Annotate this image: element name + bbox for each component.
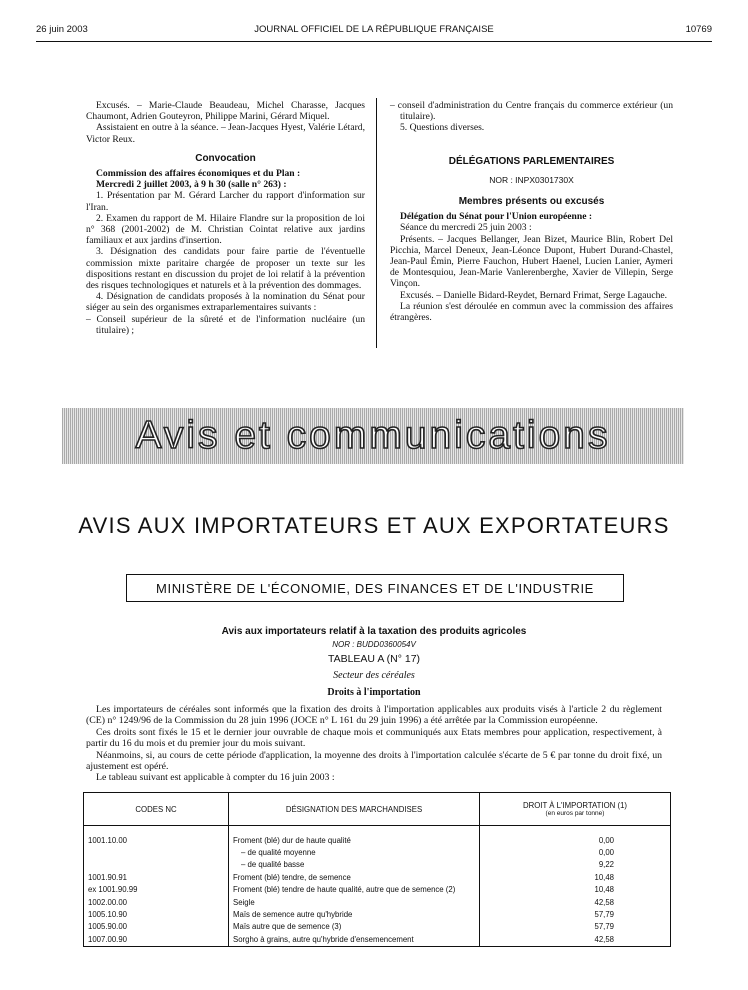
cell-code: [84, 859, 229, 871]
ministry-box: MINISTÈRE DE L'ÉCONOMIE, DES FINANCES ET DE L'INDUSTRIE: [126, 574, 624, 602]
agenda-item-2: 2. Examen du rapport de M. Hilaire Flandre sur la proposition de loi n° 368 (2001-2002) de M. Christian Cointat relative aux jardins familiaux et aux jardins d'insertion.: [86, 212, 365, 247]
avis-paragraph-3: Néanmoins, si, au cours de cette période d'application, la moyenne des droits à l'importation calculée s'écarte de 5 € par tonne du droit fixé, un ajustement est opéré.: [86, 749, 662, 773]
table-row: [84, 908, 671, 920]
tableau-label: TABLEAU A (N° 17): [327, 653, 421, 665]
cell-desc: Froment (blé) tendre, de semence: [229, 871, 480, 883]
avis-body: [86, 704, 662, 784]
cell-desc: Maïs de semence autre qu'hybride: [229, 908, 480, 920]
table-spacer-row: [84, 826, 671, 835]
import-duty-table: [83, 792, 671, 947]
header-designation: DÉSIGNATION DES MARCHANDISES: [229, 793, 480, 826]
cell-value: 42,58: [480, 933, 671, 946]
cell-desc: Sorgho à grains, autre qu'hybride d'ensemencement: [229, 933, 480, 946]
cell-value: 10,48: [480, 884, 671, 896]
membres-title: Membres présents ou excusés: [458, 196, 605, 208]
avis-paragraph-1: Les importateurs de céréales sont informés que la fixation des droits à l'importation applicables aux produits visés à l'article 2 du règlement (CE) n° 1249/96 de la Commission du 28 juin 1996 (JOCE n° L 161 du 29 juin 1996) a été arrêtée par la Commission européenne.: [86, 704, 662, 727]
cell-value: 10,48: [480, 871, 671, 883]
secteur-label: Secteur des céréales: [333, 670, 415, 681]
agenda-item-4a: – Conseil supérieur de la sûreté et de l'information nucléaire (un titulaire) ;: [86, 313, 365, 336]
cell-desc: Froment (blé) dur de haute qualité: [229, 834, 480, 846]
meeting-date: Mercredi 2 juillet 2003, à 9 h 30 (salle n° 263) :: [96, 179, 287, 191]
cell-code: 1005.90.00: [84, 921, 229, 933]
cell-value: 0,00: [480, 834, 671, 846]
agenda-item-3: 3. Désignation des candidats pour faire partie de l'éventuelle commission mixte paritaire chargée de proposer un texte sur les dispositions restant en discussion du projet de loi relatif à la prévention des risques technologiques et naturels et à la prévention des dommages.: [86, 246, 365, 292]
table-header-row: [84, 793, 671, 826]
section-title: AVIS AUX IMPORTATEURS ET AUX EXPORTATEURS: [78, 513, 670, 538]
header-date: 26 juin 2003: [36, 24, 88, 35]
table-row: [84, 834, 671, 846]
cell-value: 57,79: [480, 921, 671, 933]
cell-value: 9,22: [480, 859, 671, 871]
assistaient-text: Assistaient en outre à la séance. – Jean-Jacques Hyest, Valérie Létard, Victor Reux.: [86, 122, 365, 145]
cell-desc: Froment (blé) tendre de haute qualité, autre que de semence (2): [229, 884, 480, 896]
table-row: [84, 896, 671, 908]
seance-date: Séance du mercredi 25 juin 2003 :: [400, 222, 532, 234]
cell-desc: Maïs autre que de semence (3): [229, 921, 480, 933]
cell-code: 1005.10.90: [84, 908, 229, 920]
cell-value: 42,58: [480, 896, 671, 908]
header-page-number: 10769: [685, 24, 712, 35]
agenda-item-4: 4. Désignation de candidats proposés à la nomination du Sénat pour siéger au sein des organismes extraparlementaires suivants :: [86, 291, 365, 314]
page-header: [36, 24, 712, 38]
excuses-right-text: Excusés. – Danielle Bidard-Reydet, Bernard Frimat, Serge Lagauche.: [400, 289, 668, 301]
avis-paragraph-4: Le tableau suivant est applicable à compter du 16 juin 2003 :: [96, 772, 335, 784]
cell-code: ex 1001.90.99: [84, 884, 229, 896]
excuses-text: Excusés. – Marie-Claude Beaudeau, Michel Charasse, Jacques Chaumont, Adrien Gouteyron, Philippe Marini, Gérard Miquel.: [86, 100, 365, 123]
table-row: [84, 921, 671, 933]
table-row: [84, 933, 671, 946]
cell-value: 0,00: [480, 846, 671, 858]
cell-value: 57,79: [480, 908, 671, 920]
cell-desc: – de qualité moyenne: [229, 846, 480, 858]
agenda-item-4b: – conseil d'administration du Centre français du commerce extérieur (un titulaire).: [390, 100, 673, 123]
reunion-text: La réunion s'est déroulée en commun avec la commission des affaires étrangères.: [390, 300, 673, 324]
right-column: [390, 100, 673, 323]
table-row: [84, 884, 671, 896]
header-droit-unit: (en euros par tonne): [545, 810, 605, 817]
avis-nor: NOR : BUDD0360054V: [332, 640, 416, 649]
cell-code: 1007.00.90: [84, 933, 229, 946]
agenda-item-1: 1. Présentation par M. Gérard Larcher du rapport d'information sur l'Iran.: [86, 190, 365, 213]
cell-desc: – de qualité basse: [229, 859, 480, 871]
avis-paragraph-2: Ces droits sont fixés le 15 et le dernier jour ouvrable de chaque mois et communiqués aux Etats membres pour application, respectivement, à partir du 16 du mois et du premier jour du mois suivant.: [86, 726, 662, 750]
cell-code: 1001.10.00: [84, 834, 229, 846]
header-droit-label: DROIT À L'IMPORTATION (1): [522, 801, 627, 810]
header-rule: [36, 41, 712, 42]
agenda-item-5: 5. Questions diverses.: [400, 122, 485, 134]
cell-desc: Seigle: [229, 896, 480, 908]
droits-label: Droits à l'importation: [327, 687, 421, 698]
table-row: [84, 859, 671, 871]
header-journal: JOURNAL OFFICIEL DE LA RÉPUBLIQUE FRANÇAISE: [254, 24, 494, 35]
table-row: [84, 846, 671, 858]
header-droit: [480, 793, 671, 826]
delegations-title: DÉLÉGATIONS PARLEMENTAIRES: [448, 155, 615, 167]
cell-code: 1002.00.00: [84, 896, 229, 908]
cell-code: 1001.90.91: [84, 871, 229, 883]
presents-text: Présents. – Jacques Bellanger, Jean Bizet, Maurice Blin, Robert Del Picchia, Marcel Deneux, Jean-Léonce Dupont, Hubert Durand-Chastel, Jean-Paul Émin, Pierre Fauchon, Hubert Haenel, Lucien Lanier, Aymeri de Montesquiou, Jean-Marie Vanlerenberghe, Xavier de Villepin, Serge Vinçon.: [390, 233, 673, 290]
header-codes-nc: CODES NC: [84, 793, 229, 826]
convocation-title: Convocation: [195, 152, 256, 164]
section-banner: [62, 408, 684, 464]
avis-title: Avis aux importateurs relatif à la taxation des produits agricoles: [221, 626, 527, 637]
table-row: [84, 871, 671, 883]
banner-title: Avis et communications: [135, 414, 611, 457]
column-divider: [376, 98, 377, 348]
commission-name: Commission des affaires économiques et du Plan :: [96, 168, 301, 180]
delegations-nor: NOR : INPX0301730X: [489, 174, 574, 185]
left-column: [86, 100, 365, 336]
delegation-name: Délégation du Sénat pour l'Union européenne :: [400, 211, 593, 223]
cell-code: [84, 846, 229, 858]
